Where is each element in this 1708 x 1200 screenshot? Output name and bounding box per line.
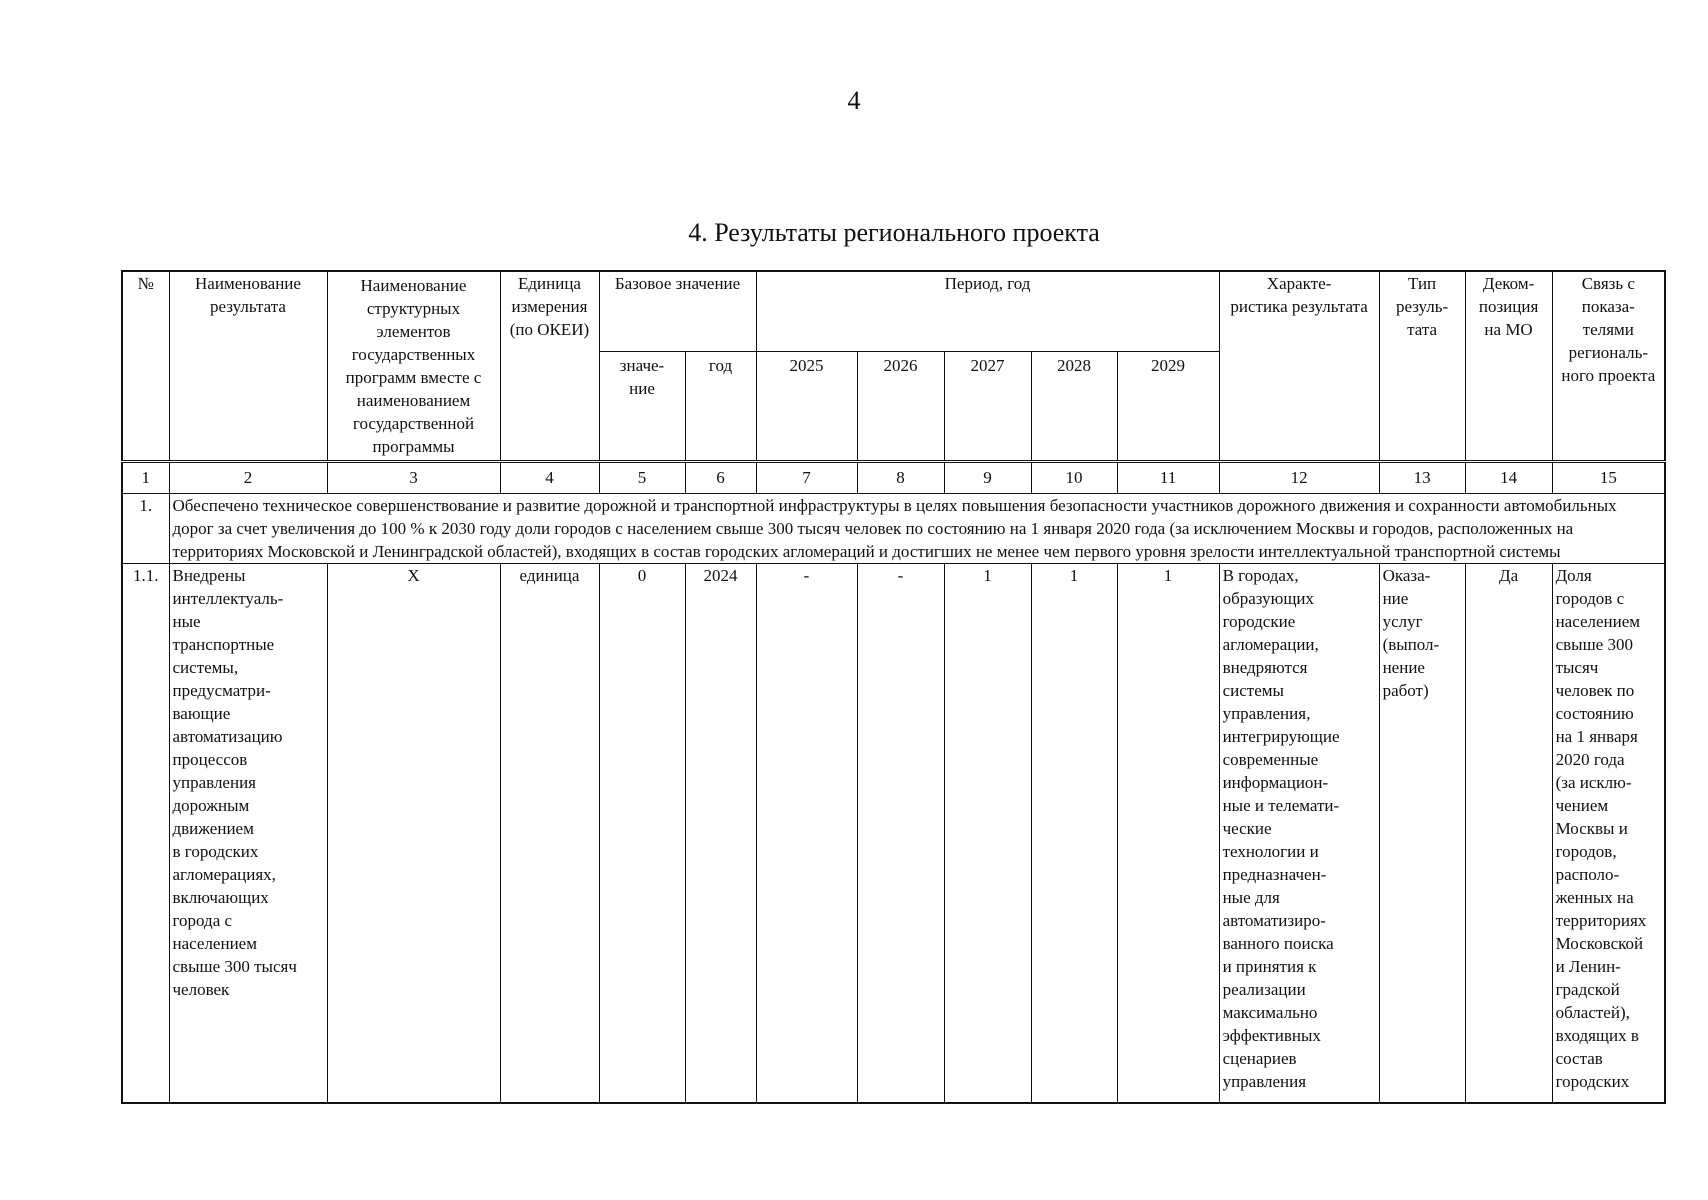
column-number: 13 (1379, 461, 1465, 493)
header-unit: Единица измерения (по ОКЕИ) (500, 271, 599, 461)
column-number: 9 (944, 461, 1031, 493)
row-value-2028: 1 (1031, 563, 1117, 1103)
header-year-2029: 2029 (1117, 351, 1219, 461)
header-link: Связь с показа- телями региональ- ного проекта (1552, 271, 1665, 461)
goal-text: Обеспечено техническое совершенствование и развитие дорожной и транспортной инфраструктуры в целях повышения безопасности участников дорожного движения и сохранности автомобильных дорог за счет увеличения до 100 % к 2030 году доли городов с населением свыше 300 тысяч человек по состоянию на 1 января 2020 года (за исключением Москвы и городов, расположенных на территориях Московской и Ленинградской областей), входящих в состав городских агломераций и достигших не менее чем первого уровня зрелости интеллектуальной транспортной системы (169, 493, 1665, 563)
column-number: 15 (1552, 461, 1665, 493)
column-number: 12 (1219, 461, 1379, 493)
header-base-value-value: значе- ние (599, 351, 685, 461)
column-number: 4 (500, 461, 599, 493)
header-result-type: Тип резуль- тата (1379, 271, 1465, 461)
row-base-value: 0 (599, 563, 685, 1103)
row-number: 1.1. (122, 563, 169, 1103)
header-year-2027: 2027 (944, 351, 1031, 461)
page-number: 4 (847, 86, 861, 115)
row-value-2027: 1 (944, 563, 1031, 1103)
row-value-2026: - (857, 563, 944, 1103)
header-no: № (122, 271, 169, 461)
table-row (122, 563, 1665, 1103)
row-decomposition: Да (1465, 563, 1552, 1103)
row-unit: единица (500, 563, 599, 1103)
column-number: 1 (122, 461, 169, 493)
column-number: 2 (169, 461, 327, 493)
header-period: Период, год (756, 271, 1219, 351)
header-year-2028: 2028 (1031, 351, 1117, 461)
row-structural-elements: Х (327, 563, 500, 1103)
column-number: 6 (685, 461, 756, 493)
header-year-2025: 2025 (756, 351, 857, 461)
header-base-value-year: год (685, 351, 756, 461)
row-value-2029: 1 (1117, 563, 1219, 1103)
row-value-2025: - (756, 563, 857, 1103)
column-number: 8 (857, 461, 944, 493)
row-result-type: Оказа- ние услуг (выпол- нение работ) (1379, 563, 1465, 1103)
section-title: 4. Результаты регионального проекта (688, 218, 1100, 247)
header-year-2026: 2026 (857, 351, 944, 461)
results-table (121, 270, 1666, 1104)
row-characteristic: В городах, образующих городские агломерации, внедряются системы управления, интегрирующие современные информацион- ные и телемати- ческие технологии и предназначен- ные для автоматизиро- ванного поиска и принятия к реализации максимально эффективных сценариев управления (1219, 563, 1379, 1103)
header-result-name: Наименование результата (169, 271, 327, 461)
column-number: 3 (327, 461, 500, 493)
column-number: 5 (599, 461, 685, 493)
header-characteristic: Характе- ристика результата (1219, 271, 1379, 461)
column-number: 10 (1031, 461, 1117, 493)
goal-number: 1. (122, 493, 169, 563)
row-base-year: 2024 (685, 563, 756, 1103)
header-base-value: Базовое значение (599, 271, 756, 351)
column-number: 11 (1117, 461, 1219, 493)
column-number: 7 (756, 461, 857, 493)
row-result-name: Внедрены интеллектуаль- ные транспортные системы, предусматри- вающие автоматизацию процессов управления дорожным движением в городских агломерациях, включающих города с населением свыше 300 тысяч человек (169, 563, 327, 1103)
header-decomposition: Деком- позиция на МО (1465, 271, 1552, 461)
header-structural-elements: Наименование структурных элементов государственных программ вместе с наименованием государственной программы (327, 271, 500, 461)
row-link: Доля городов с населением свыше 300 тысяч человек по состоянию на 1 января 2020 года (за исклю- чением Москвы и городов, располо- женных на территориях Московской и Ленин- градской областей), входящих в состав городских (1552, 563, 1665, 1103)
goal-row (122, 493, 1665, 563)
column-number: 14 (1465, 461, 1552, 493)
